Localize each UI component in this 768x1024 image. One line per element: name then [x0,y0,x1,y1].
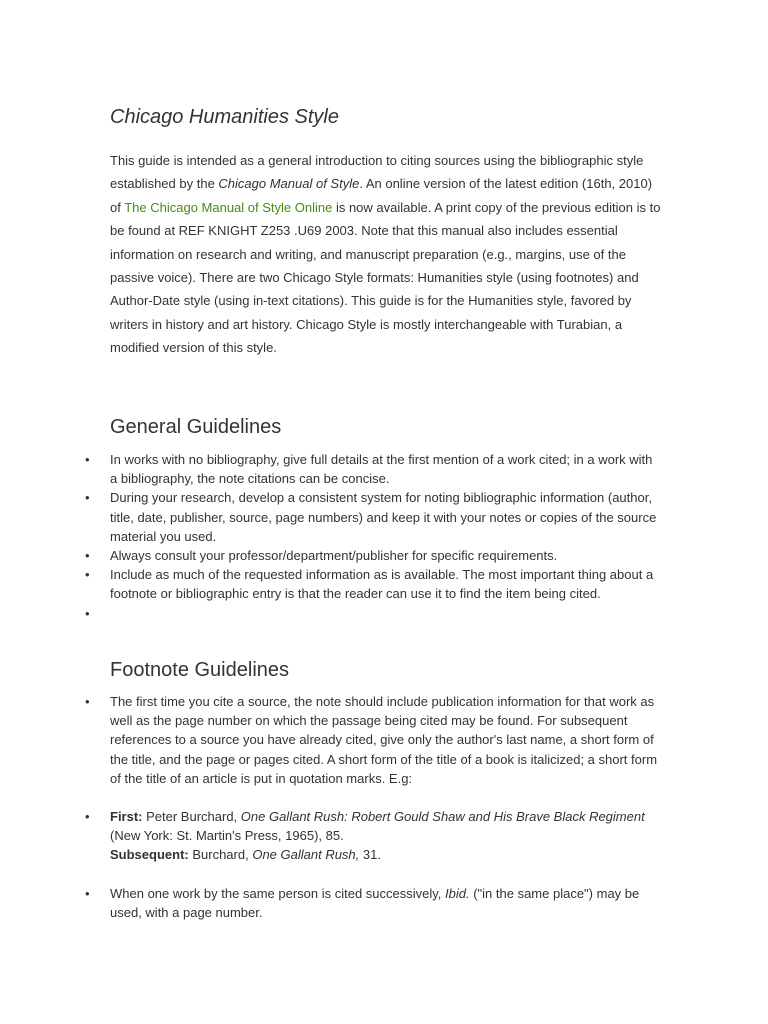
list-item: • The first time you cite a source, the note should include publication information for that work as well as the page number on which the passage being cited may be found. For subsequent references to a source you have already cited, give only the author's last name, a short form of the title, and the page or pages cited. A short form of the title of a book is italicized; a short form of the title of an article is put in quotation marks. E.g: [110,692,662,788]
footnote-guidelines-heading: Footnote Guidelines [110,659,290,681]
list-item [110,604,662,623]
list-item: • Include as much of the requested information as is available. The most important thing about a footnote or bibliographic entry is that the reader can use it to find the item being cited. [110,565,662,603]
general-guidelines-list [110,450,662,623]
first-title: One Gallant Rush: Robert Gould Shaw and His Brave Black Regiment [240,809,645,825]
list-item [110,884,662,922]
subsequent-label: Subsequent: [110,847,189,863]
ibid-text-pre: When one work by the same person is cited successively, [110,885,446,901]
general-guidelines-heading: General Guidelines [110,416,282,438]
intro-text: . An online version of the latest edition (16th, 2010) of [110,176,653,215]
intro-paragraph [110,149,662,360]
intro-text: This guide is intended as a general introduction to citing sources using the bibliographic style established by the [110,153,644,192]
footnote-guidelines-list [110,692,662,922]
first-label: First: [110,809,143,825]
ibid-text-post: ("in the same place") may be used, with a page number. [110,885,640,920]
chicago-manual-online-link[interactable]: The Chicago Manual of Style Online [124,199,333,215]
intro-text: is now available. A print copy of the previous edition is to be found at REF KNIGHT Z253 .U69 2003. Note that this manual also includes essential information on research and writing, and manuscript preparation (e.g., margins, use of the passive voice). There are two Chicago Style formats: Humanities style (using footnotes) and Author-Date style (using in-text citations). This guide is for the Humanities style, favored by writers in history and art history. Chicago Style is mostly interchangeable with Turabian, a modified version of this style. [110,199,661,356]
intro-manual-title: Chicago Manual of Style [218,176,360,192]
subsequent-author: Burchard, [188,847,253,863]
subsequent-page: 31. [359,847,381,863]
ibid-term: Ibid. [445,885,470,901]
list-item: • In works with no bibliography, give full details at the first mention of a work cited; in a work with a bibliography, the note citations can be concise. [110,450,662,488]
first-author: Peter Burchard, [142,809,241,825]
first-publication: (New York: St. Martin's Press, 1965), 85. [110,828,344,844]
list-item [110,807,662,865]
page-title: Chicago Humanities Style [110,106,339,128]
subsequent-title: One Gallant Rush, [252,847,360,863]
list-item: • Always consult your professor/department/publisher for specific requirements. [110,546,662,565]
list-item: • During your research, develop a consistent system for noting bibliographic information (author, title, date, publisher, source, page numbers) and keep it with your notes or copies of the source material you used. [110,488,662,546]
